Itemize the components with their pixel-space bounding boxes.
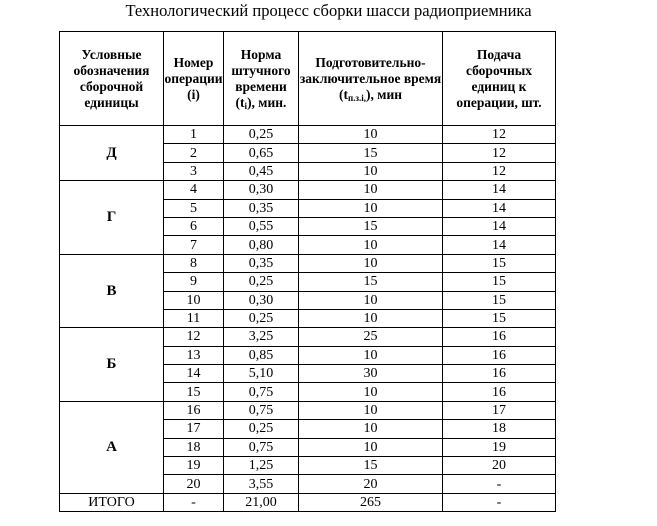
norm-time-cell: 0,75: [224, 438, 299, 456]
prep-time-cell: 15: [299, 273, 443, 291]
norm-time-cell: 0,80: [224, 236, 299, 254]
supply-cell: 17: [443, 401, 556, 419]
header-unit: Условные обозначения сборочной единицы: [60, 32, 164, 126]
operation-number-cell: 14: [164, 365, 224, 383]
prep-time-cell: 10: [299, 346, 443, 364]
supply-cell: -: [443, 475, 556, 493]
prep-time-cell: 10: [299, 438, 443, 456]
header-prep-time: Подготовительно-заключительное время $(t_{п.з.i,})$, мин: [299, 32, 443, 126]
supply-cell: 16: [443, 346, 556, 364]
supply-cell: 16: [443, 328, 556, 346]
prep-time-cell: 25: [299, 328, 443, 346]
prep-time-cell: 10: [299, 383, 443, 401]
norm-time-cell: 0,30: [224, 181, 299, 199]
operation-number-cell: 8: [164, 254, 224, 272]
operation-number-cell: 5: [164, 199, 224, 217]
assembly-unit-cell: В: [60, 254, 164, 328]
prep-time-cell: 10: [299, 309, 443, 327]
table-caption: Технологический процесс сборки шасси радиоприемника: [125, 1, 532, 20]
total-operation: -: [164, 493, 224, 511]
norm-time-cell: 3,25: [224, 328, 299, 346]
assembly-unit-cell: А: [60, 401, 164, 493]
prep-time-cell: 10: [299, 236, 443, 254]
norm-time-cell: 0,30: [224, 291, 299, 309]
operation-number-cell: 17: [164, 420, 224, 438]
supply-cell: 14: [443, 217, 556, 235]
process-table: [59, 31, 556, 512]
prep-time-cell: 10: [299, 401, 443, 419]
norm-time-cell: 3,55: [224, 475, 299, 493]
supply-cell: 14: [443, 199, 556, 217]
total-label: ИТОГО: [60, 493, 164, 511]
table-row: [60, 126, 556, 144]
assembly-unit-cell: Д: [60, 126, 164, 181]
operation-number-cell: 10: [164, 291, 224, 309]
norm-time-cell: 0,35: [224, 199, 299, 217]
total-prep-time: 265: [299, 493, 443, 511]
operation-number-cell: 20: [164, 475, 224, 493]
prep-time-cell: 15: [299, 144, 443, 162]
operation-number-cell: 9: [164, 273, 224, 291]
supply-cell: 15: [443, 309, 556, 327]
norm-subscript: i: [244, 100, 248, 111]
norm-time-cell: 0,25: [224, 309, 299, 327]
norm-time-cell: 5,10: [224, 365, 299, 383]
assembly-unit-cell: Б: [60, 328, 164, 402]
supply-cell: 16: [443, 365, 556, 383]
operation-number-cell: 15: [164, 383, 224, 401]
prep-time-cell: 15: [299, 217, 443, 235]
supply-cell: 16: [443, 383, 556, 401]
supply-cell: 14: [443, 236, 556, 254]
norm-time-cell: 0,35: [224, 254, 299, 272]
table-row: [60, 254, 556, 272]
supply-cell: 15: [443, 254, 556, 272]
norm-time-cell: 0,25: [224, 126, 299, 144]
supply-cell: 19: [443, 438, 556, 456]
operation-number-cell: 6: [164, 217, 224, 235]
prep-time-cell: 10: [299, 420, 443, 438]
supply-cell: 12: [443, 144, 556, 162]
operation-number-cell: 3: [164, 162, 224, 180]
total-norm-time: 21,00: [224, 493, 299, 511]
total-row: [60, 493, 556, 511]
supply-cell: 12: [443, 126, 556, 144]
norm-time-cell: 0,65: [224, 144, 299, 162]
operation-number-cell: 11: [164, 309, 224, 327]
operation-number-cell: 7: [164, 236, 224, 254]
prep-subscript: п.з.i,: [347, 92, 367, 103]
prep-time-cell: 20: [299, 475, 443, 493]
norm-time-cell: 0,75: [224, 383, 299, 401]
supply-cell: 15: [443, 273, 556, 291]
prep-time-cell: 10: [299, 126, 443, 144]
total-supply: -: [443, 493, 556, 511]
prep-time-cell: 10: [299, 162, 443, 180]
header-norm-time: Норма штучного времени $(t_i)$, мин.: [224, 32, 299, 126]
prep-time-cell: 10: [299, 291, 443, 309]
prep-time-cell: 10: [299, 199, 443, 217]
norm-time-cell: 0,75: [224, 401, 299, 419]
supply-cell: 12: [443, 162, 556, 180]
norm-time-cell: 0,55: [224, 217, 299, 235]
operation-number-cell: 13: [164, 346, 224, 364]
operation-number-cell: 12: [164, 328, 224, 346]
operation-number-cell: 4: [164, 181, 224, 199]
supply-cell: 20: [443, 457, 556, 475]
table-row: [60, 401, 556, 419]
prep-time-cell: 10: [299, 181, 443, 199]
operation-number-cell: 18: [164, 438, 224, 456]
norm-time-cell: 0,25: [224, 420, 299, 438]
prep-time-cell: 10: [299, 254, 443, 272]
header-operation-number: Номер операции (i): [164, 32, 224, 126]
operation-number-cell: 1: [164, 126, 224, 144]
norm-time-cell: 0,25: [224, 273, 299, 291]
supply-cell: 18: [443, 420, 556, 438]
norm-time-cell: 0,45: [224, 162, 299, 180]
table-body: [60, 126, 556, 494]
assembly-unit-cell: Г: [60, 181, 164, 255]
norm-time-cell: 0,85: [224, 346, 299, 364]
operation-number-cell: 19: [164, 457, 224, 475]
prep-time-cell: 15: [299, 457, 443, 475]
supply-cell: 14: [443, 181, 556, 199]
supply-cell: 15: [443, 291, 556, 309]
prep-time-cell: 30: [299, 365, 443, 383]
operation-number-cell: 2: [164, 144, 224, 162]
norm-time-cell: 1,25: [224, 457, 299, 475]
table-row: [60, 328, 556, 346]
table-row: [60, 181, 556, 199]
header-row: [60, 32, 556, 126]
operation-number-cell: 16: [164, 401, 224, 419]
header-supply: Подача сборочных единиц к операции, шт.: [443, 32, 556, 126]
